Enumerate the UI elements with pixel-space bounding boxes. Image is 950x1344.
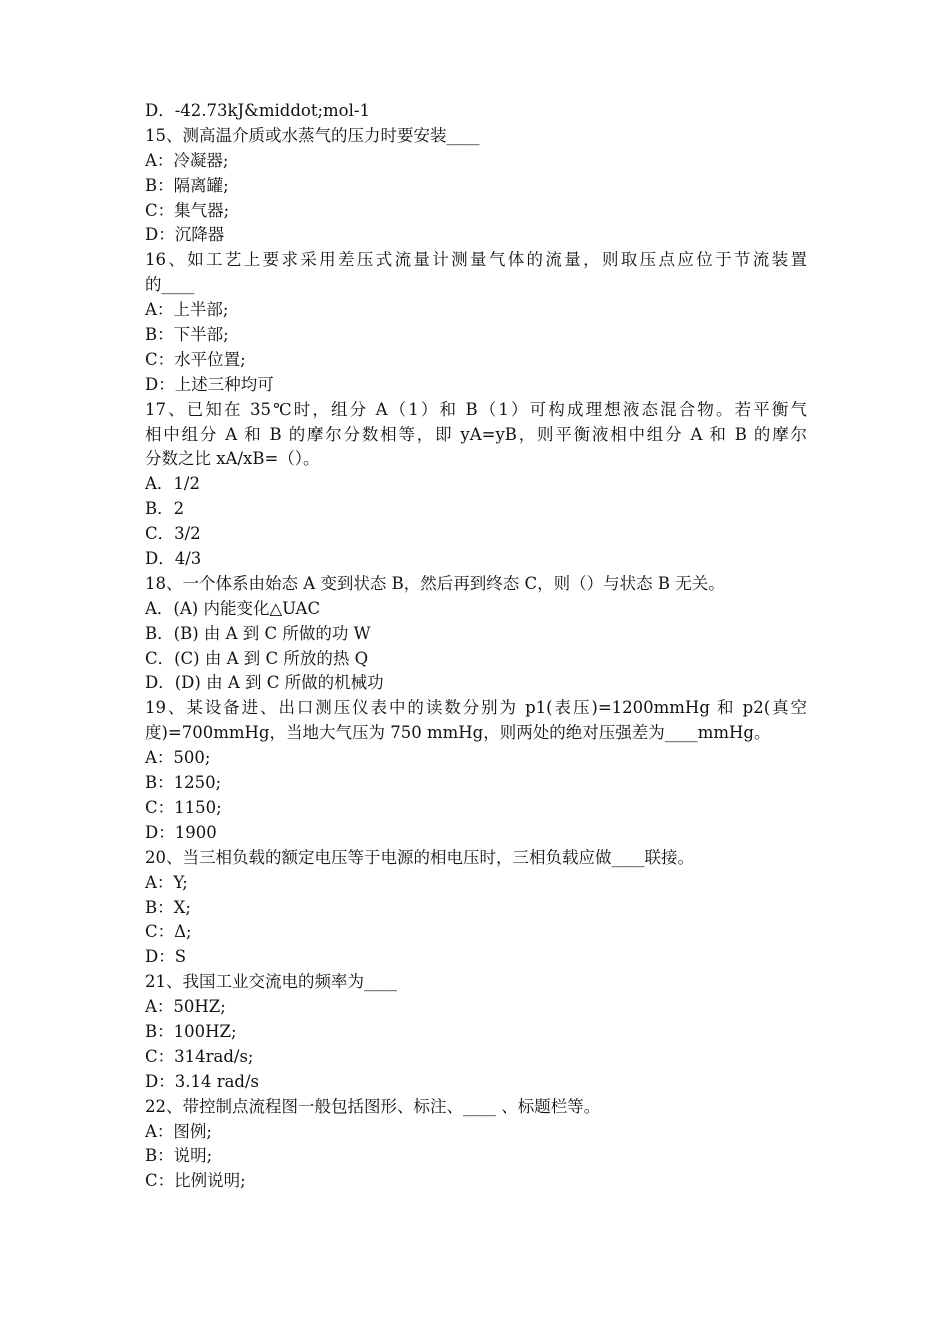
option-line: A：Y; — [145, 872, 188, 892]
question-line: 20、当三相负载的额定电压等于电源的相电压时，三相负载应做____联接。 — [145, 847, 694, 867]
option-line: D．(D) 由 A 到 C 所做的机械功 — [145, 673, 384, 693]
option-line: B．(B) 由 A 到 C 所做的功 W — [145, 623, 371, 643]
option-line: B：X; — [145, 897, 191, 917]
option-line: A．1/2 — [145, 474, 200, 494]
option-line: B：说明; — [145, 1146, 213, 1166]
option-line: B．2 — [145, 499, 185, 519]
option-line: D．4/3 — [145, 549, 202, 569]
option-line: A：上半部; — [145, 300, 229, 320]
option-line: A：50HZ; — [145, 997, 226, 1017]
option-line: D：S — [145, 947, 187, 967]
option-line: D：1900 — [145, 822, 217, 842]
option-line: C．(C) 由 A 到 C 所放的热 Q — [145, 648, 369, 668]
question-line: 分数之比 xA/xB=（）。 — [145, 449, 320, 469]
option-line: C：314rad/s; — [145, 1046, 254, 1066]
option-line: A：图例; — [145, 1121, 212, 1141]
option-line: A：500; — [145, 748, 211, 768]
option-line: A．(A) 内能变化△UAC — [145, 598, 321, 618]
option-line: C：比例说明; — [145, 1171, 246, 1191]
document-page — [145, 99, 807, 1194]
question-line: 21、我国工业交流电的频率为____ — [145, 972, 397, 992]
option-line: B：1250; — [145, 773, 222, 793]
question-line: 17、已知在 35℃时，组分 A（1）和 B（1）可构成理想液态混合物。若平衡气 — [145, 399, 807, 419]
question-line: 16、如工艺上要求采用差压式流量计测量气体的流量，则取压点应位于节流装置 — [145, 250, 807, 270]
question-line: 度)=700mmHg，当地大气压为 750 mmHg，则两处的绝对压强差为____mmHg。 — [145, 723, 771, 743]
option-line: C．3/2 — [145, 524, 201, 544]
question-line: 22、带控制点流程图一般包括图形、标注、____ 、标题栏等。 — [145, 1096, 601, 1116]
option-line: B：下半部; — [145, 325, 229, 345]
question-line: 18、一个体系由始态 A 变到状态 B，然后再到终态 C，则（）与状态 B 无关。 — [145, 573, 725, 593]
option-line: B：100HZ; — [145, 1021, 237, 1041]
option-line: D：上述三种均可 — [145, 374, 274, 394]
option-line: A：冷凝器; — [145, 150, 229, 170]
option-line: C：水平位置; — [145, 349, 246, 369]
question-line: 19、某设备进、出口测压仪表中的读数分别为 p1(表压)=1200mmHg 和 p2(真空 — [145, 698, 807, 718]
option-line: C：Δ; — [145, 922, 192, 942]
question-line: 相中组分 A 和 B 的摩尔分数相等，即 yA=yB，则平衡液相中组分 A 和 B 的摩尔 — [145, 424, 807, 444]
question-line: 15、测高温介质或水蒸气的压力时要安装____ — [145, 125, 480, 145]
option-line: B：隔离罐; — [145, 175, 229, 195]
option-line: D．-42.73kJ&middot;mol-1 — [145, 101, 370, 120]
question-line: 的____ — [145, 275, 195, 295]
option-line: C：集气器; — [145, 200, 230, 220]
option-line: C：1150; — [145, 797, 222, 817]
option-line: D：沉降器 — [145, 225, 225, 245]
option-line: D：3.14 rad/s — [145, 1071, 260, 1091]
